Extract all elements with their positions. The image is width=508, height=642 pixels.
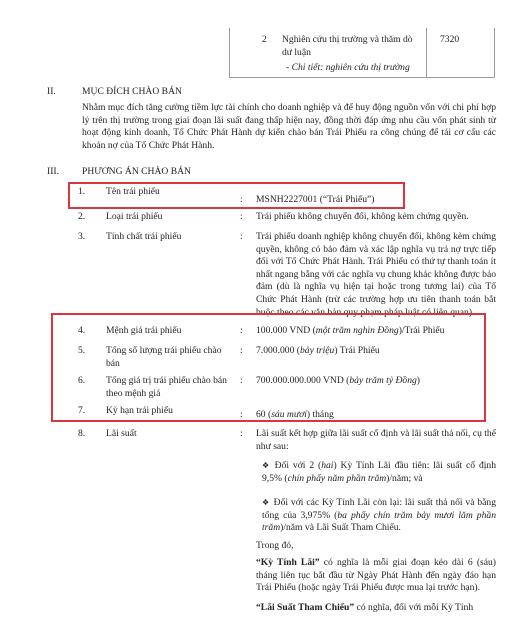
row-8-colon: : xyxy=(240,428,243,439)
section-iii-heading: PHƯƠNG ÁN CHÀO BÁN xyxy=(82,166,191,177)
trong-do-text: Trong đó, xyxy=(256,540,294,551)
row-4-number: 4. xyxy=(78,325,86,336)
row-2-colon: : xyxy=(240,211,243,222)
row-6-value: 700.000.000.000 VND (bảy trăm tỷ Đồng) xyxy=(256,375,420,386)
top-table-detail: - Chi tiết: nghiên cứu thị trường xyxy=(286,62,410,73)
row-6-label: Tổng giá trị trái phiếu chào bán theo mệnh giá xyxy=(106,375,227,399)
row-7-number: 7. xyxy=(78,405,86,416)
section-ii-paragraph: Nhằm mục đích tăng cường tiềm lực tài chính cho doanh nghiệp và để huy động nguồn vốn với chi phí hợp lý trên thị trường trong giai đoạn lãi suất đang thấp hiện nay, đồng thời đáp ứng nhu cầu vốn phát sinh từ hoạt động kinh doanh, Tổ Chức Phát Hành dự kiến chào bán Trái Phiếu ra công chúng để tái cơ cấu các khoản nợ của Tổ Chức Phát Hành. xyxy=(82,102,496,151)
row-8-label: Lãi suất xyxy=(106,428,137,439)
row-4-colon: : xyxy=(240,325,243,336)
row-2-value: Trái phiếu không chuyển đổi, không kèm chứng quyền. xyxy=(256,211,469,222)
top-table-code: 7320 xyxy=(440,34,460,45)
row-5-number: 5. xyxy=(78,345,86,356)
row-3-label: Tính chất trái phiếu xyxy=(106,231,182,242)
top-table-name: Nghiên cứu thị trường và thăm dò dư luận xyxy=(282,34,413,58)
top-table-num: 2 xyxy=(262,34,267,45)
row-6-colon: : xyxy=(240,375,243,386)
row-1-value: MSNH2227001 (“Trái Phiếu”) xyxy=(256,194,375,205)
lai-suat-tham-chieu-definition: “Lãi Suất Tham Chiếu” có nghĩa, đối với mỗi Kỳ Tính xyxy=(256,602,474,613)
section-ii-heading: MỤC ĐÍCH CHÀO BÁN xyxy=(82,86,182,97)
row-7-value: 60 (sáu mươi) tháng xyxy=(256,409,334,420)
row-6-number: 6. xyxy=(78,375,86,386)
row-1-label: Tên trái phiếu xyxy=(106,186,160,197)
row-1-colon: : xyxy=(240,194,243,205)
row-4-label: Mệnh giá trái phiếu xyxy=(106,325,182,336)
row-7-label: Kỳ hạn trái phiếu xyxy=(106,405,173,416)
section-iii-number: III. xyxy=(47,166,59,177)
section-ii-number: II. xyxy=(47,86,56,97)
row-8-number: 8. xyxy=(78,428,86,439)
highlight-box-bond-name xyxy=(68,182,405,209)
ky-tinh-lai-definition: “Kỳ Tính Lãi” có nghĩa là mỗi giai đoạn kéo dài 6 (sáu) tháng liên tục bắt đầu từ Ngày Phát Hành đến ngày đáo hạn Trái Phiếu (hoặc ngày Trái Phiếu được mua lại trước hạn). xyxy=(256,557,496,594)
row-3-colon: : xyxy=(240,231,243,242)
bullet-icon xyxy=(262,497,274,508)
row-7-colon: : xyxy=(240,409,243,420)
highlight-box-bond-terms xyxy=(51,313,486,422)
row-5-colon: : xyxy=(240,345,243,356)
row-8-value: Lãi suất kết hợp giữa lãi suất cố định và lãi suất thả nổi, cụ thể như sau: xyxy=(256,428,496,452)
row-1-number: 1. xyxy=(78,186,86,197)
interest-bullet-fixed: ❖ Đối với 2 (hai) Kỳ Tính Lãi đầu tiên: lãi suất cố định 9,5% (chín phẩy năm phần trăm)/năm; và xyxy=(262,460,496,485)
bullet-icon xyxy=(262,460,275,471)
row-2-number: 2. xyxy=(78,211,86,222)
row-3-value: Trái phiếu doanh nghiệp không chuyển đổi, không kèm chứng quyền, không có bảo đảm và xác lập nghĩa vụ trả nợ trực tiếp đối với Tổ Chức Phát Hành. Trái Phiếu có thứ tự thanh toán ít nhất ngang bằng với các nghĩa vụ chung khác không được bảo đảm (dù là nghĩa vụ hiện tại hoặc trong tương lai) của Tổ Chức Phát Hành (trừ các trường hợp ưu tiên thanh toán bắt buộc theo các văn bản quy phạm pháp luật có liên quan). xyxy=(256,231,496,318)
row-4-value: 100.000 VND (một trăm nghìn Đồng)/Trái Phiếu xyxy=(256,325,445,336)
interest-bullet-floating: ❖ Đối với các Kỳ Tính Lãi còn lại: lãi suất thả nổi và bằng tổng của 3,975% (ba phẩy chín trăm bảy mươi lăm phần trăm)/năm và Lãi Suất Tham Chiếu. xyxy=(262,497,496,535)
row-5-label: Tổng số lượng trái phiếu chào bán xyxy=(106,345,222,369)
row-3-number: 3. xyxy=(78,231,86,242)
row-5-value: 7.000.000 (bảy triệu) Trái Phiếu xyxy=(256,345,380,356)
row-2-label: Loại trái phiếu xyxy=(106,211,163,222)
